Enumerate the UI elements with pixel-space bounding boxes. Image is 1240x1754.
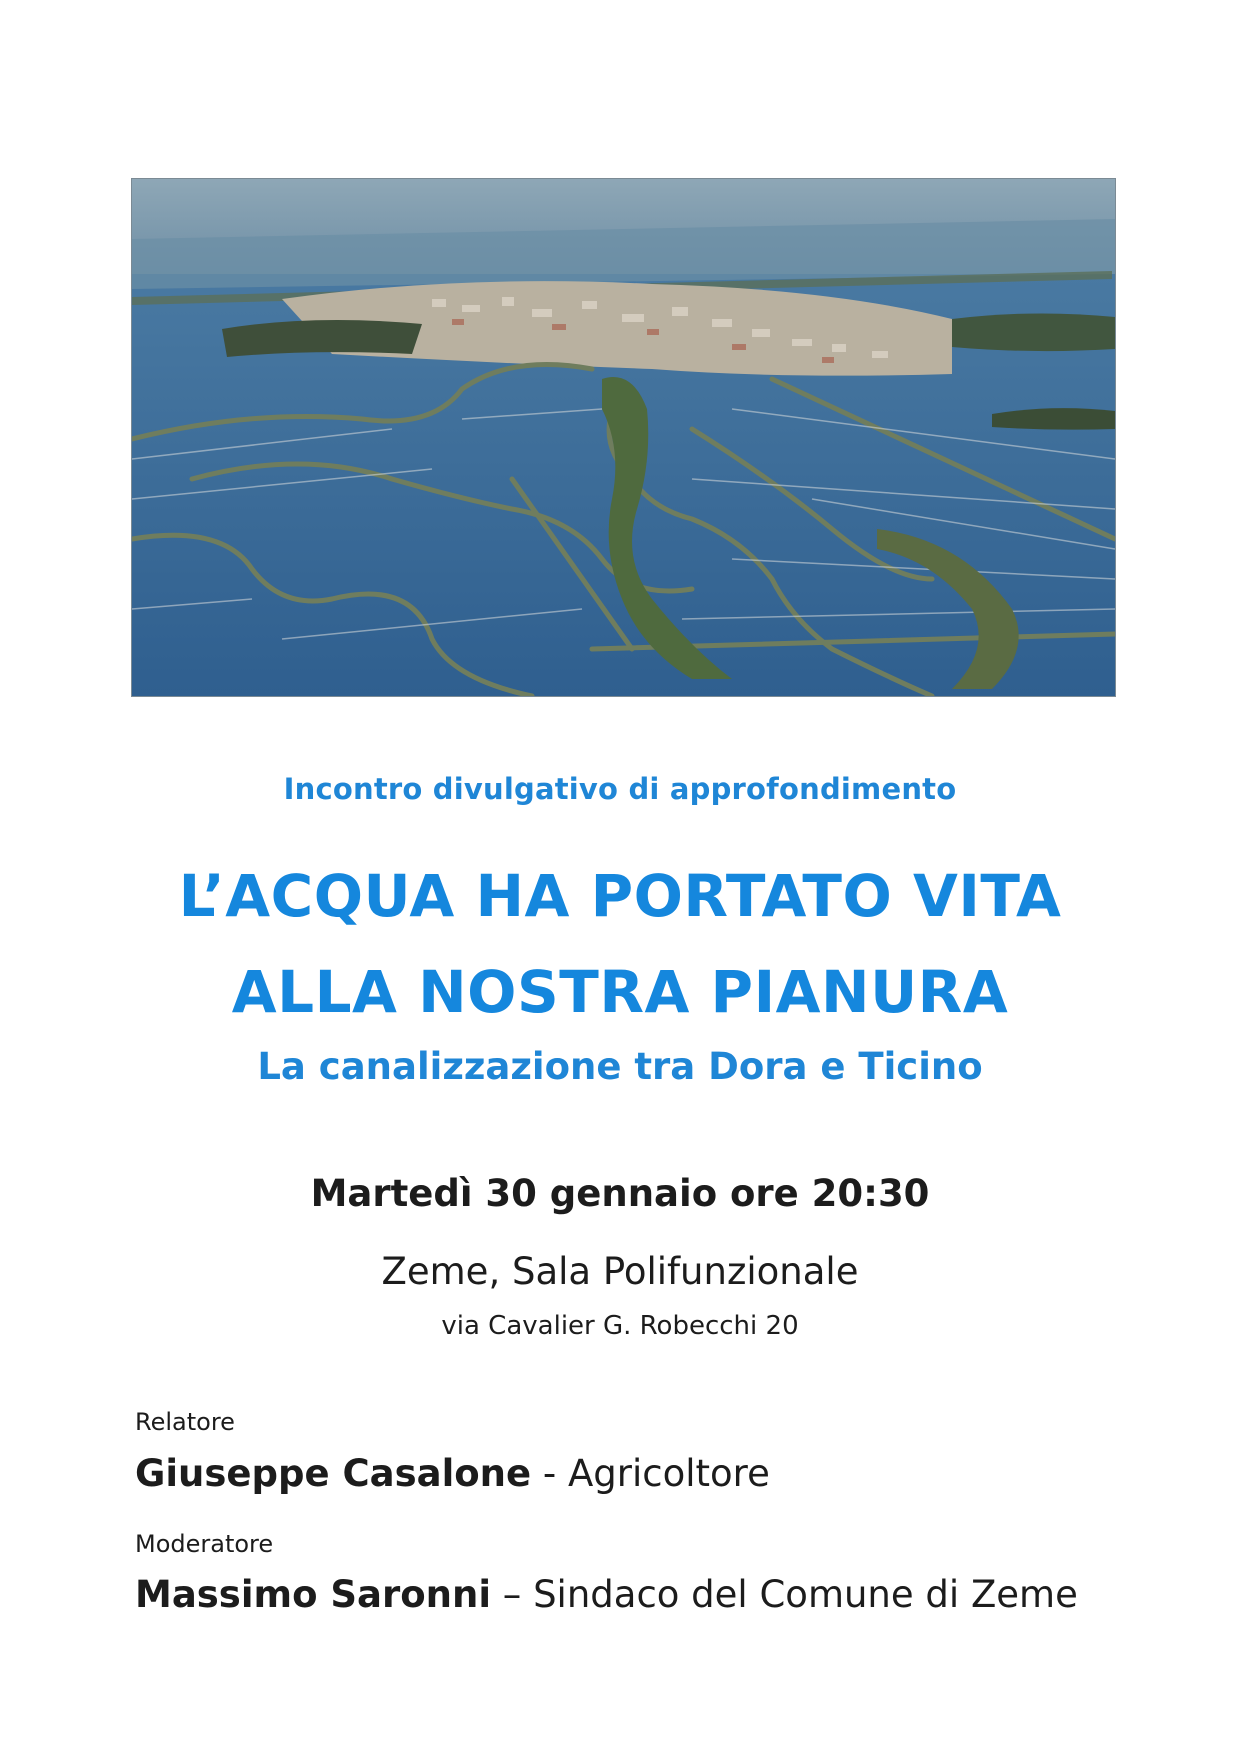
event-subtitle: La canalizzazione tra Dora e Ticino: [257, 1045, 983, 1088]
aerial-rice-fields-photo: [131, 178, 1116, 697]
event-venue: Zeme, Sala Polifunzionale: [381, 1250, 859, 1293]
event-title-line-1: L’ACQUA HA PORTATO VITA: [178, 862, 1062, 930]
relatore-separator: -: [531, 1452, 568, 1495]
event-address: via Cavalier G. Robecchi 20: [441, 1311, 799, 1341]
relatore-label: Relatore: [135, 1408, 235, 1436]
event-title: [0, 848, 1240, 1040]
relatore-name: Giuseppe Casalone: [135, 1452, 532, 1495]
moderatore-role: Sindaco del Comune di Zeme: [533, 1573, 1078, 1616]
relatore-role: Agricoltore: [567, 1452, 770, 1495]
moderatore-label: Moderatore: [135, 1530, 274, 1558]
moderatore-line: [135, 1573, 1078, 1616]
relatore-line: [135, 1452, 770, 1495]
event-date: Martedì 30 gennaio ore 20:30: [310, 1172, 930, 1215]
moderatore-separator: –: [491, 1573, 534, 1616]
event-title-line-2: ALLA NOSTRA PIANURA: [231, 958, 1009, 1026]
moderatore-name: Massimo Saronni: [135, 1573, 492, 1616]
event-kicker: Incontro divulgativo di approfondimento: [283, 772, 957, 806]
